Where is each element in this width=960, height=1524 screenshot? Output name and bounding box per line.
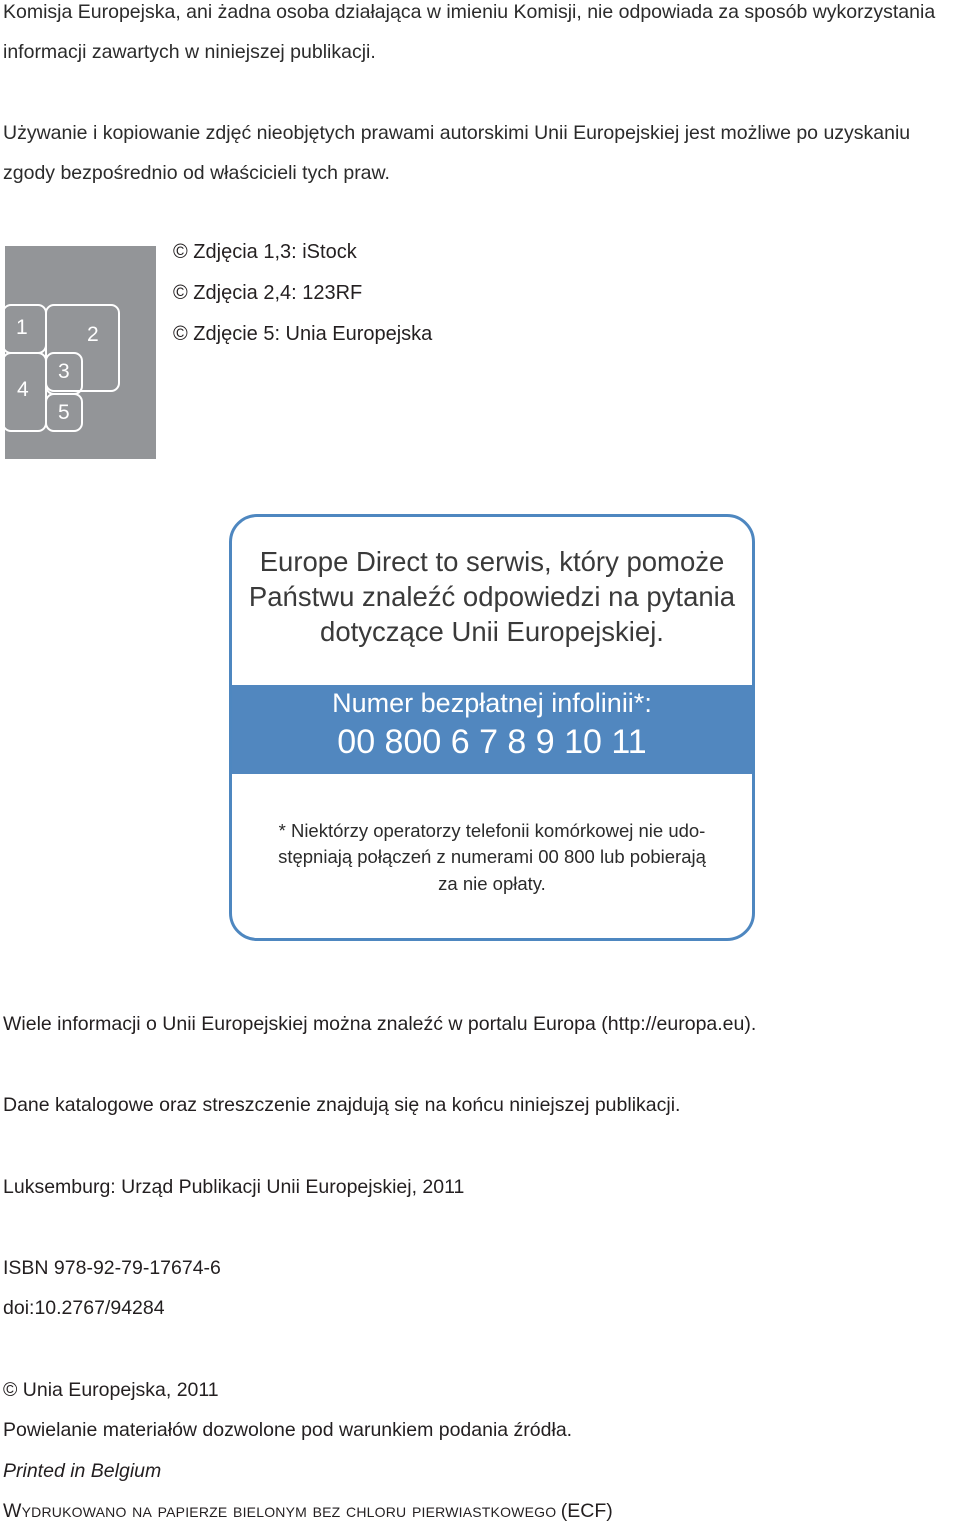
disclaimer-line-1: Komisja Europejska, ani żadna osoba działająca w imieniu Komisji, nie odpowiada za sposób wykorzystania bbox=[3, 1, 936, 23]
hotline-note-line-1: * Niektórzy operatorzy telefonii komórkowej nie udo- bbox=[278, 820, 706, 841]
hotline-band bbox=[232, 685, 752, 774]
photo-label-5: 5 bbox=[58, 401, 70, 424]
reproduction-notice: Powielanie materiałów dozwolone pod warunkiem podania źródła. bbox=[3, 1419, 573, 1441]
photo-position-diagram bbox=[5, 246, 156, 459]
europe-direct-box bbox=[229, 514, 755, 941]
photo-notice-line-2: zgody bezpośrednio od właścicieli tych praw. bbox=[3, 162, 390, 184]
europa-portal-info: Wiele informacji o Unii Europejskiej można znaleźć w portalu Europa (http://europa.eu). bbox=[3, 1013, 757, 1035]
hotline-number[interactable]: 00 800 6 7 8 9 10 11 bbox=[337, 723, 647, 761]
europe-direct-line-1: Europe Direct to serwis, który pomoże bbox=[259, 546, 725, 577]
photo-notice-line-1: Używanie i kopiowanie zdjęć nieobjętych prawami autorskimi Unii Europejskiej jest możliwe po uzyskaniu bbox=[3, 122, 911, 144]
printed-in: Printed in Belgium bbox=[3, 1460, 162, 1482]
catalogue-info: Dane katalogowe oraz streszczenie znajdują się na końcu niniejszej publikacji. bbox=[3, 1094, 681, 1116]
photo-label-2: 2 bbox=[87, 323, 99, 346]
europe-direct-line-2: Państwu znaleźć odpowiedzi na pytania bbox=[248, 581, 736, 612]
hotline-label: Numer bezpłatnej infolinii*: bbox=[332, 688, 652, 718]
paper-notice-ecf: (ECF) bbox=[560, 1500, 613, 1522]
photo-credit-3: © Zdjęcie 5: Unia Europejska bbox=[173, 323, 433, 345]
hotline-note-line-3: za nie opłaty. bbox=[438, 873, 546, 894]
publisher-info: Luksemburg: Urząd Publikacji Unii Europejskiej, 2011 bbox=[3, 1176, 465, 1198]
copyright: © Unia Europejska, 2011 bbox=[3, 1379, 219, 1401]
paper-notice-text: Wydrukowano na papierze bielonym bez chloru pierwiastkowego bbox=[3, 1500, 557, 1522]
paper-notice bbox=[3, 1500, 613, 1523]
photo-label-3: 3 bbox=[58, 360, 70, 383]
disclaimer-line-2: informacji zawartych w niniejszej publikacji. bbox=[3, 41, 376, 63]
photo-credit-2: © Zdjęcia 2,4: 123RF bbox=[173, 282, 363, 304]
europe-direct-line-3: dotyczące Unii Europejskiej. bbox=[320, 616, 664, 647]
photo-label-1: 1 bbox=[16, 316, 28, 339]
hotline-note-line-2: stępniają połączeń z numerami 00 800 lub pobierają bbox=[278, 846, 706, 867]
photo-credit-1: © Zdjęcia 1,3: iStock bbox=[173, 241, 357, 263]
isbn: ISBN 978-92-79-17674-6 bbox=[3, 1257, 221, 1279]
doi: doi:10.2767/94284 bbox=[3, 1297, 165, 1319]
photo-label-4: 4 bbox=[17, 378, 29, 401]
